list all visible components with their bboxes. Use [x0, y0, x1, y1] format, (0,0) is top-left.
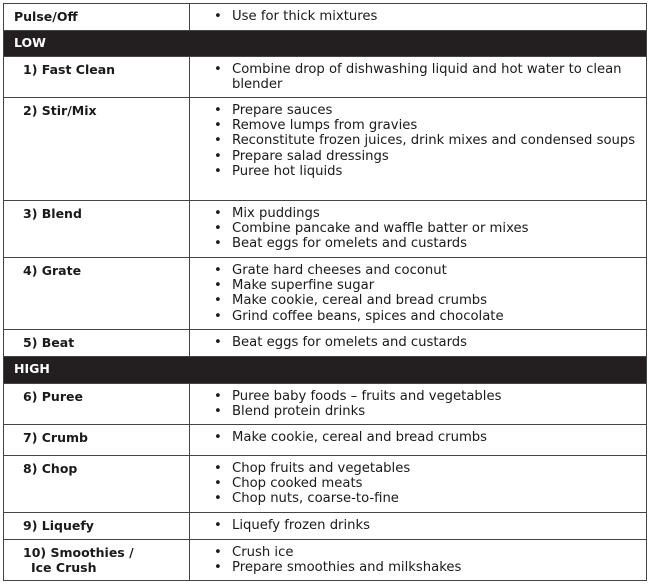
use-item: • Grind coffee beans, spices and chocolate [190, 309, 638, 324]
setting-label-cell [4, 513, 190, 540]
uses-list [190, 335, 638, 350]
setting-uses-cell [190, 330, 647, 357]
table-row [4, 384, 647, 425]
setting-label-cell [4, 201, 190, 258]
use-item: • Prepare smoothies and milkshakes [190, 560, 638, 575]
use-item: • Grate hard cheeses and coconut [190, 263, 638, 278]
uses-list [190, 103, 638, 179]
use-item: • Make cookie, cereal and bread crumbs [190, 430, 638, 445]
use-item: • Remove lumps from gravies [190, 118, 638, 133]
uses-list [190, 263, 638, 324]
uses-list [190, 206, 638, 252]
use-item: • Puree baby foods – fruits and vegetables [190, 389, 638, 404]
use-item: • Combine drop of dishwashing liquid and hot water to clean blender [190, 62, 638, 92]
table-row [4, 540, 647, 581]
table-row [4, 201, 647, 258]
setting-label: 4) Grate [23, 263, 82, 278]
use-item: • Chop cooked meats [190, 476, 638, 491]
setting-label: 8) Chop [23, 461, 78, 476]
setting-uses-cell [190, 4, 647, 31]
use-item: • Mix puddings [190, 206, 638, 221]
use-item: • Beat eggs for omelets and custards [190, 236, 638, 251]
use-item: • Use for thick mixtures [190, 9, 638, 24]
use-item: • Make cookie, cereal and bread crumbs [190, 293, 638, 308]
setting-label-cell [4, 330, 190, 357]
setting-uses-cell [190, 258, 647, 330]
use-item: • Combine pancake and waffle batter or mixes [190, 221, 638, 236]
use-item: • Reconstitute frozen juices, drink mixes and condensed soups [190, 133, 638, 148]
setting-uses-cell [190, 384, 647, 425]
setting-label: 7) Crumb [23, 430, 88, 445]
setting-label: Pulse/Off [14, 9, 78, 24]
setting-label: 5) Beat [23, 335, 75, 350]
uses-list [190, 430, 638, 445]
table-row [4, 4, 647, 31]
setting-label-cell [4, 4, 190, 31]
table-row [4, 57, 647, 98]
setting-label: 10) Smoothies / [23, 545, 134, 560]
section-header-cell: HIGH [4, 357, 647, 384]
setting-label-cell [4, 456, 190, 513]
uses-list [190, 545, 638, 575]
use-item: • Beat eggs for omelets and custards [190, 335, 638, 350]
uses-list [190, 9, 638, 24]
setting-uses-cell [190, 513, 647, 540]
uses-list [190, 62, 638, 92]
table-row [4, 425, 647, 456]
setting-label-cell [4, 57, 190, 98]
setting-uses-cell [190, 540, 647, 581]
setting-uses-cell [190, 201, 647, 258]
uses-list [190, 389, 638, 419]
use-item: • Prepare salad dressings [190, 149, 638, 164]
setting-label-cell [4, 98, 190, 201]
setting-label-cell [4, 425, 190, 456]
setting-label: 3) Blend [23, 206, 82, 221]
setting-label: 1) Fast Clean [23, 62, 116, 77]
section-header-row [4, 31, 647, 57]
setting-label-cell [4, 258, 190, 330]
setting-uses-cell [190, 98, 647, 201]
use-item: • Chop nuts, coarse-to-fine [190, 491, 638, 506]
table-row [4, 258, 647, 330]
table-body [4, 4, 647, 581]
uses-list [190, 518, 638, 533]
setting-label: Ice Crush [31, 560, 97, 575]
table-row [4, 456, 647, 513]
use-item: • Make superfine sugar [190, 278, 638, 293]
use-item: • Liquefy frozen drinks [190, 518, 638, 533]
setting-uses-cell [190, 456, 647, 513]
setting-uses-cell [190, 425, 647, 456]
use-item: • Puree hot liquids [190, 164, 638, 179]
use-item: • Prepare sauces [190, 103, 638, 118]
blender-settings-table [3, 3, 647, 581]
setting-label: 6) Puree [23, 389, 83, 404]
setting-uses-cell [190, 57, 647, 98]
section-header-cell: LOW [4, 31, 647, 57]
table-row [4, 330, 647, 357]
uses-list [190, 461, 638, 507]
use-item: • Blend protein drinks [190, 404, 638, 419]
setting-label-cell [4, 540, 190, 581]
setting-label-cell [4, 384, 190, 425]
use-item: • Crush ice [190, 545, 638, 560]
use-item: • Chop fruits and vegetables [190, 461, 638, 476]
section-header-row [4, 357, 647, 384]
setting-label: 9) Liquefy [23, 518, 94, 533]
table-row [4, 513, 647, 540]
setting-label: 2) Stir/Mix [23, 103, 97, 118]
table-row [4, 98, 647, 201]
